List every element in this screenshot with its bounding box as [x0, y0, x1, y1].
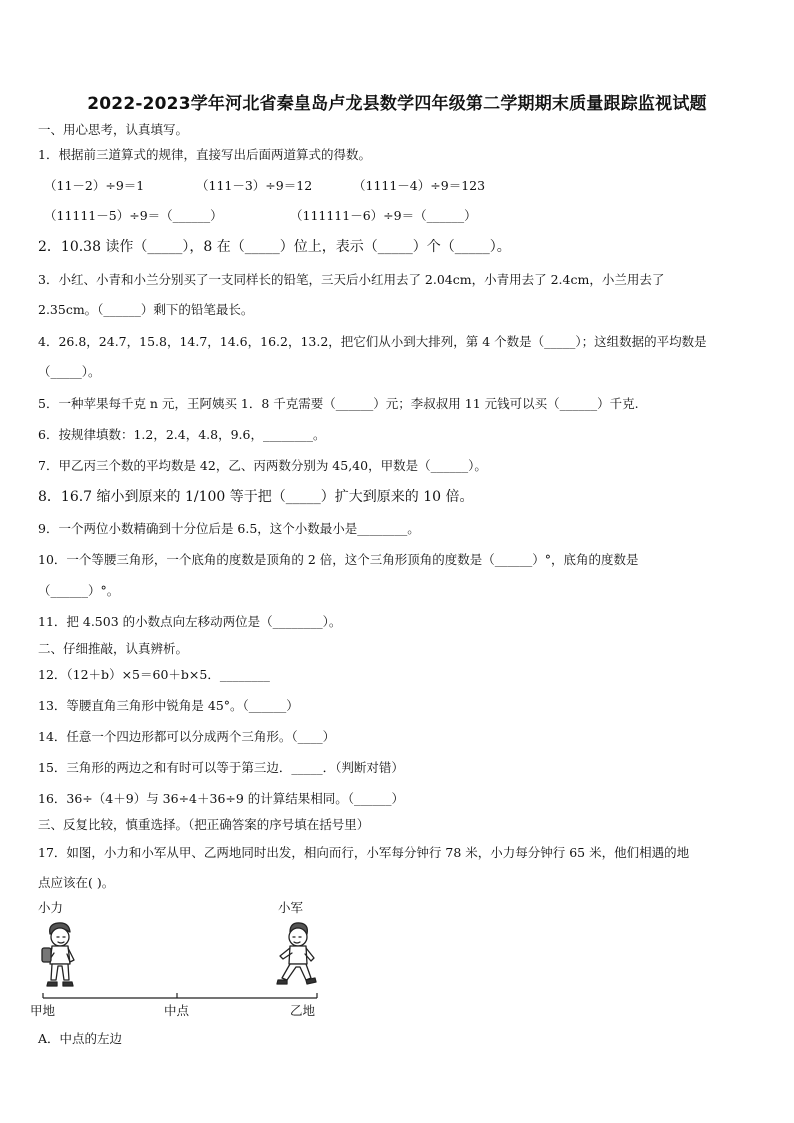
- q1-equation-4: （11111－5）÷9＝（______）: [44, 208, 223, 223]
- question-2: 2．10.38 读作（_____），8 在（_____）位上，表示（_____）个（_____）。: [38, 239, 511, 255]
- question-17-line-1: 17．如图，小力和小军从甲、乙两地同时出发，相向而行，小军每分钟行 78 米，小力每分钟行 65 米，他们相遇的地: [38, 845, 690, 860]
- question-4-line-1: 4．26.8，24.7，15.8，14.7，14.6，16.2，13.2，把它们从小到大排列，第 4 个数是（_____）；这组数据的平均数是: [38, 334, 707, 349]
- question-3-line-2: 2.35cm。（______）剩下的铅笔最长。: [38, 302, 254, 317]
- question-12: 12．（12＋b）×5＝60＋b×5．________: [38, 667, 270, 682]
- xiaoli-figure-icon: [36, 920, 84, 992]
- q1-equation-5: （111111－6）÷9＝（______）: [290, 208, 477, 223]
- xiaojun-figure-icon: [274, 920, 322, 992]
- q1-equation-2: （111－3）÷9＝12: [196, 178, 313, 193]
- question-16: 16．36÷（4＋9）与 36÷4＋36÷9 的计算结果相同。（______）: [38, 791, 405, 806]
- label-jiadi: 甲地: [30, 1003, 56, 1018]
- page-title: 2022-2023学年河北省秦皇岛卢龙县数学四年级第二学期期末质量跟踪监视试题: [87, 94, 707, 114]
- question-11: 11．把 4.503 的小数点向左移动两位是（________）。: [38, 614, 342, 629]
- question-5: 5．一种苹果每千克 n 元，王阿姨买 1．8 千克需要（______）元；李叔叔用 11 元钱可以买（______）千克.: [38, 396, 639, 411]
- q1-equation-1: （11－2）÷9＝1: [44, 178, 145, 193]
- question-9: 9．一个两位小数精确到十分位后是 6.5，这个小数最小是________。: [38, 521, 420, 536]
- question-10-line-1: 10．一个等腰三角形，一个底角的度数是顶角的 2 倍，这个三角形顶角的度数是（______）°，底角的度数是: [38, 552, 639, 567]
- question-1: 1．根据前三道算式的规律，直接写出后面两道算式的得数。: [38, 147, 371, 162]
- section-heading-1: 一、用心思考，认真填写。: [38, 122, 189, 137]
- section-heading-2: 二、仔细推敲，认真辨析。: [38, 641, 189, 656]
- section-heading-3: 三、反复比较，慎重选择。（把正确答案的序号填在括号里）: [38, 817, 370, 832]
- q1-equation-3: （1111－4）÷9＝123: [353, 178, 486, 193]
- question-10-line-2: （______）°。: [38, 583, 120, 598]
- question-17-line-2: 点应该在( )。: [38, 875, 115, 890]
- question-14: 14．任意一个四边形都可以分成两个三角形。（____）: [38, 729, 336, 744]
- q17-option-a: A．中点的左边: [38, 1031, 123, 1046]
- label-yidi: 乙地: [290, 1003, 316, 1018]
- question-13: 13．等腰直角三角形中锐角是 45°。（______）: [38, 698, 299, 713]
- question-4-line-2: （_____）。: [38, 364, 101, 379]
- label-xiaoli: 小力: [38, 900, 64, 915]
- question-7: 7．甲乙丙三个数的平均数是 42，乙、丙两数分别为 45,40，甲数是（______）。: [38, 458, 487, 473]
- question-15: 15．三角形的两边之和有时可以等于第三边．_____．（判断对错）: [38, 760, 404, 775]
- label-xiaojun: 小军: [278, 900, 304, 915]
- question-8: 8．16.7 缩小到原来的 1/100 等于把（_____）扩大到原来的 10 倍。: [38, 489, 474, 505]
- question-6: 6．按规律填数：1.2，2.4，4.8，9.6，________。: [38, 427, 326, 442]
- question-3-line-1: 3．小红、小青和小兰分别买了一支同样长的铅笔，三天后小红用去了 2.04cm，小青用去了 2.4cm，小兰用去了: [38, 272, 665, 287]
- label-midpoint: 中点: [164, 1003, 190, 1018]
- q17-figure: [30, 896, 330, 1026]
